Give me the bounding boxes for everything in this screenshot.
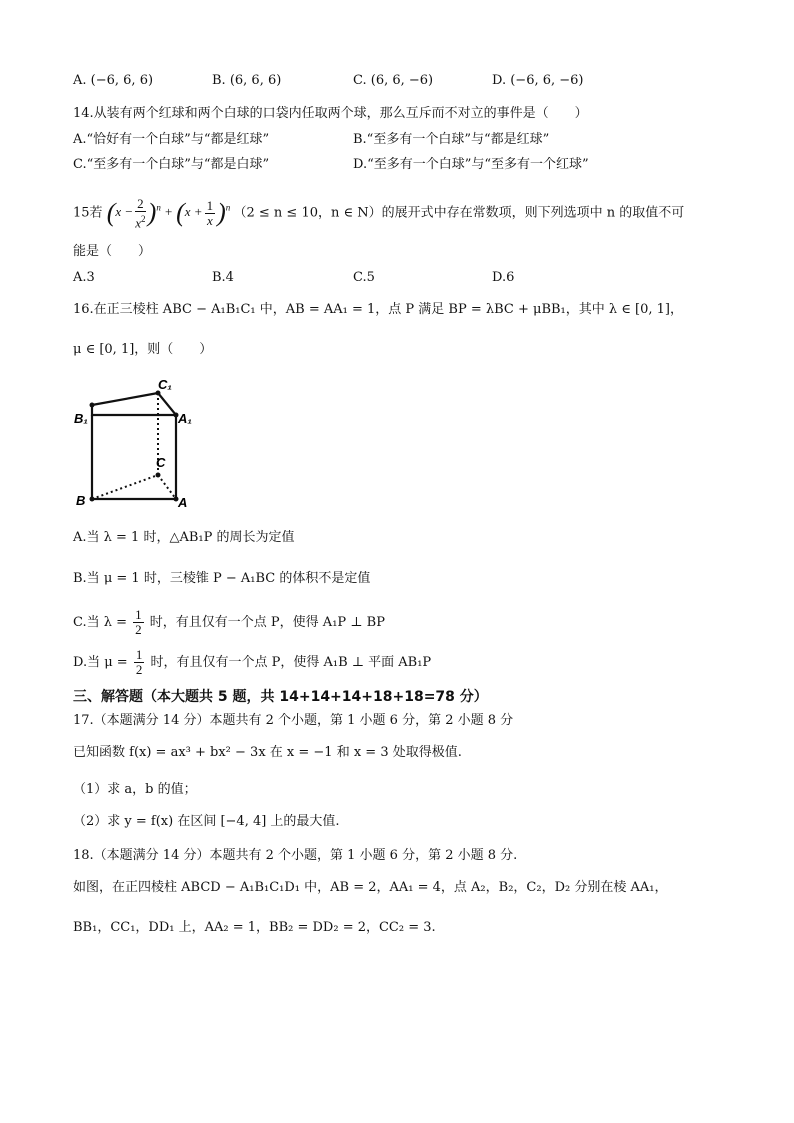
q14-stem: 14.从装有两个红球和两个白球的口袋内任取两个球，那么互斥而不对立的事件是（ ） <box>73 106 588 121</box>
q15-condition: （2 ≤ n ≤ 10，n ∈ N）的展开式中存在常数项，则下列选项中 n 的取值不可 <box>233 205 685 221</box>
vertex-b <box>90 497 95 502</box>
prism-solid-edges <box>92 393 176 499</box>
q16-stem: 16.在正三棱柱 ABC − A₁B₁C₁ 中，AB = AA₁ = 1，点 P 满足 BP = λBC + μBB₁，其中 λ ∈ [0, 1]， <box>73 302 683 317</box>
q13-option-d: D. (−6, 6, −6) <box>492 73 584 88</box>
q16-option-c-suffix: 时，有且仅有一个点 P，使得 A₁P ⊥ BP <box>149 615 385 630</box>
vertex-c <box>156 473 161 478</box>
label-c: C <box>156 455 166 470</box>
q14-option-d: D.“至多有一个白球”与“至多有一个红球” <box>353 157 589 172</box>
q16-option-b: B.当 μ = 1 时，三棱锥 P − A₁BC 的体积不是定值 <box>73 571 371 586</box>
q16-option-d-suffix: 时，有且仅有一个点 P，使得 A₁B ⊥ 平面 AB₁P <box>150 655 432 670</box>
label-a: A <box>178 495 188 510</box>
q13-option-c: C. (6, 6, −6) <box>353 73 434 88</box>
q16-option-d <box>73 646 431 680</box>
label-c1: C₁ <box>158 377 172 392</box>
q15-number: 15若 <box>73 205 103 221</box>
prism-hidden-edges <box>92 393 176 499</box>
q16-option-d-prefix: D.当 μ = <box>73 655 128 670</box>
section-heading: 三、解答题（本大题共 5 题，共 14+14+14+18+18=78 分） <box>73 689 488 705</box>
fraction-one-half: $\frac{1}{2}$ <box>135 647 143 677</box>
q17-given: 已知函数 f(x) = ax³ + bx² − 3x 在 x = −1 和 x = 3 处取得极值. <box>73 745 462 760</box>
fraction-one-half: $\frac{1}{2}$ <box>135 607 142 637</box>
q16-option-c-prefix: C.当 λ = <box>73 615 128 630</box>
q18-intro: 18.（本题满分 14 分）本题共有 2 个小题，第 1 小题 6 分，第 2 小题 8 分. <box>73 848 518 863</box>
q15-stem <box>73 188 684 233</box>
q15-option-c: C.5 <box>353 270 375 285</box>
q15-option-b: B.4 <box>212 270 234 285</box>
vertex-b1 <box>90 403 95 408</box>
prism-vertices <box>90 391 179 502</box>
prism-top-face <box>92 393 176 415</box>
q18-stem: 如图，在正四棱柱 ABCD − A₁B₁C₁D₁ 中，AB = 2，AA₁ = 4，点 A₂，B₂，C₂，D₂ 分别在棱 AA₁， <box>73 880 668 895</box>
edge-ca <box>158 475 176 499</box>
q13-option-a: A. (−6, 6, 6) <box>73 73 154 88</box>
q15-option-a: A.3 <box>73 270 95 285</box>
q18-stem-continued: BB₁，CC₁，DD₁ 上，AA₂ = 1，BB₂ = DD₂ = 2，CC₂ = 3. <box>73 920 436 935</box>
q14-option-c: C.“至多有一个白球”与“都是白球” <box>73 157 270 172</box>
q15-expression: (x − $\frac{2}{x^2}$ )$^n$ + (x + $\frac{1}{x}$ )$^n$ <box>106 195 231 230</box>
q15-stem-continued: 能是（ ） <box>73 244 152 259</box>
q17-intro: 17.（本题满分 14 分）本题共有 2 个小题，第 1 小题 6 分，第 2 小题 8 分 <box>73 713 514 728</box>
prism-figure <box>70 375 200 515</box>
q17-part-2: （2）求 y = f(x) 在区间 [−4, 4] 上的最大值. <box>73 814 340 829</box>
edge-bc <box>92 475 158 499</box>
q15-option-d: D.6 <box>492 270 515 285</box>
q14-option-a: A.“恰好有一个白球”与“都是红球” <box>73 132 270 147</box>
q16-option-a: A.当 λ = 1 时，△AB₁P 的周长为定值 <box>73 530 295 545</box>
label-b: B <box>76 493 86 508</box>
q16-option-c <box>73 606 385 640</box>
q16-stem-continued: μ ∈ [0, 1]，则（ ） <box>73 342 213 357</box>
q17-part-1: （1）求 a，b 的值； <box>73 782 197 797</box>
q13-option-b: B. (6, 6, 6) <box>212 73 282 88</box>
label-a1: A₁ <box>178 411 192 426</box>
label-b1: B₁ <box>74 411 88 426</box>
q14-option-b: B.“至多有一个白球”与“都是红球” <box>353 132 550 147</box>
